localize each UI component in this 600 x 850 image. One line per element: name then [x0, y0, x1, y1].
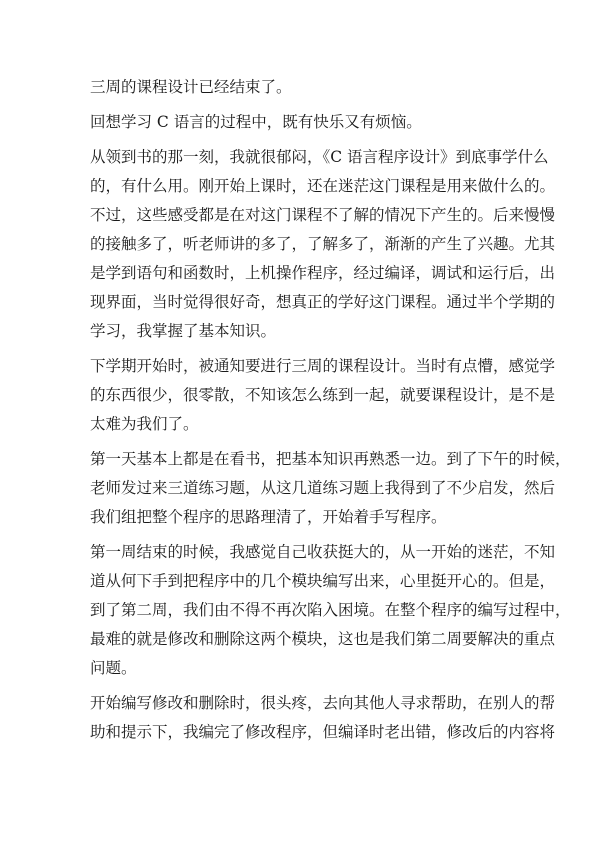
text-line: 现界面，当时觉得很好奇，想真正的学好这门课程。通过半个学期的 [90, 293, 556, 311]
text-line: 道从何下手到把程序中的几个模块编写出来，心里挺开心的。但是， [90, 572, 556, 590]
text-line: 三周的课程设计已经结束了。 [90, 78, 292, 96]
paragraph [90, 73, 518, 102]
text-line: 最难的就是修改和删除这两个模块，这也是我们第二周要解决的重点 [90, 630, 556, 648]
text-line: 回想学习 C 语言的过程中，既有快乐又有烦恼。 [90, 113, 422, 131]
text-line: 第一天基本上都是在看书，把基本知识再熟悉一边。到了下午的时候， [90, 450, 571, 468]
paragraph [90, 538, 571, 683]
text-line: 学习，我掌握了基本知识。 [90, 322, 277, 340]
document-body [90, 73, 571, 747]
text-line: 我们组把整个程序的思路理清了，开始着手写程序。 [90, 508, 447, 526]
text-line: 从领到书的那一刻，我就很郁闷，《C 语言程序设计》到底事学什么 [90, 148, 549, 166]
text-line: 助和提示下，我编完了修改程序，但编译时老出错，修改后的内容将 [90, 723, 556, 741]
text-line: 的接触多了，听老师讲的多了，了解多了，渐渐的产生了兴趣。尤其 [90, 235, 556, 253]
text-line: 下学期开始时，被通知要进行三周的课程设计。当时有点懵，感觉学 [90, 357, 556, 375]
text-line: 是学到语句和函数时，上机操作程序，经过编译，调试和运行后，出 [90, 264, 556, 282]
paragraph [90, 689, 556, 747]
paragraph [90, 108, 518, 137]
text-line: 第一周结束的时候，我感觉自己收获挺大的，从一开始的迷茫，不知 [90, 543, 556, 561]
text-line: 到了第二周，我们由不得不再次陷入困境。在整个程序的编写过程中， [90, 601, 571, 619]
text-line: 问题。 [90, 659, 137, 677]
text-line: 开始编写修改和删除时，很头疼，去向其他人寻求帮助，在别人的帮 [90, 694, 556, 712]
text-line: 不过，这些感受都是在对这门课程不了解的情况下产生的。后来慢慢 [90, 206, 556, 224]
text-line: 老师发过来三道练习题，从这几道练习题上我得到了不少启发，然后 [90, 479, 556, 497]
text-line: 太难为我们了。 [90, 415, 199, 433]
paragraph [90, 143, 556, 346]
paragraph [90, 445, 571, 532]
text-line: 的，有什么用。刚开始上课时，还在迷茫这门课程是用来做什么的。 [90, 177, 556, 195]
paragraph [90, 352, 556, 439]
text-line: 的东西很少，很零散，不知该怎么练到一起，就要课程设计，是不是 [90, 386, 556, 404]
